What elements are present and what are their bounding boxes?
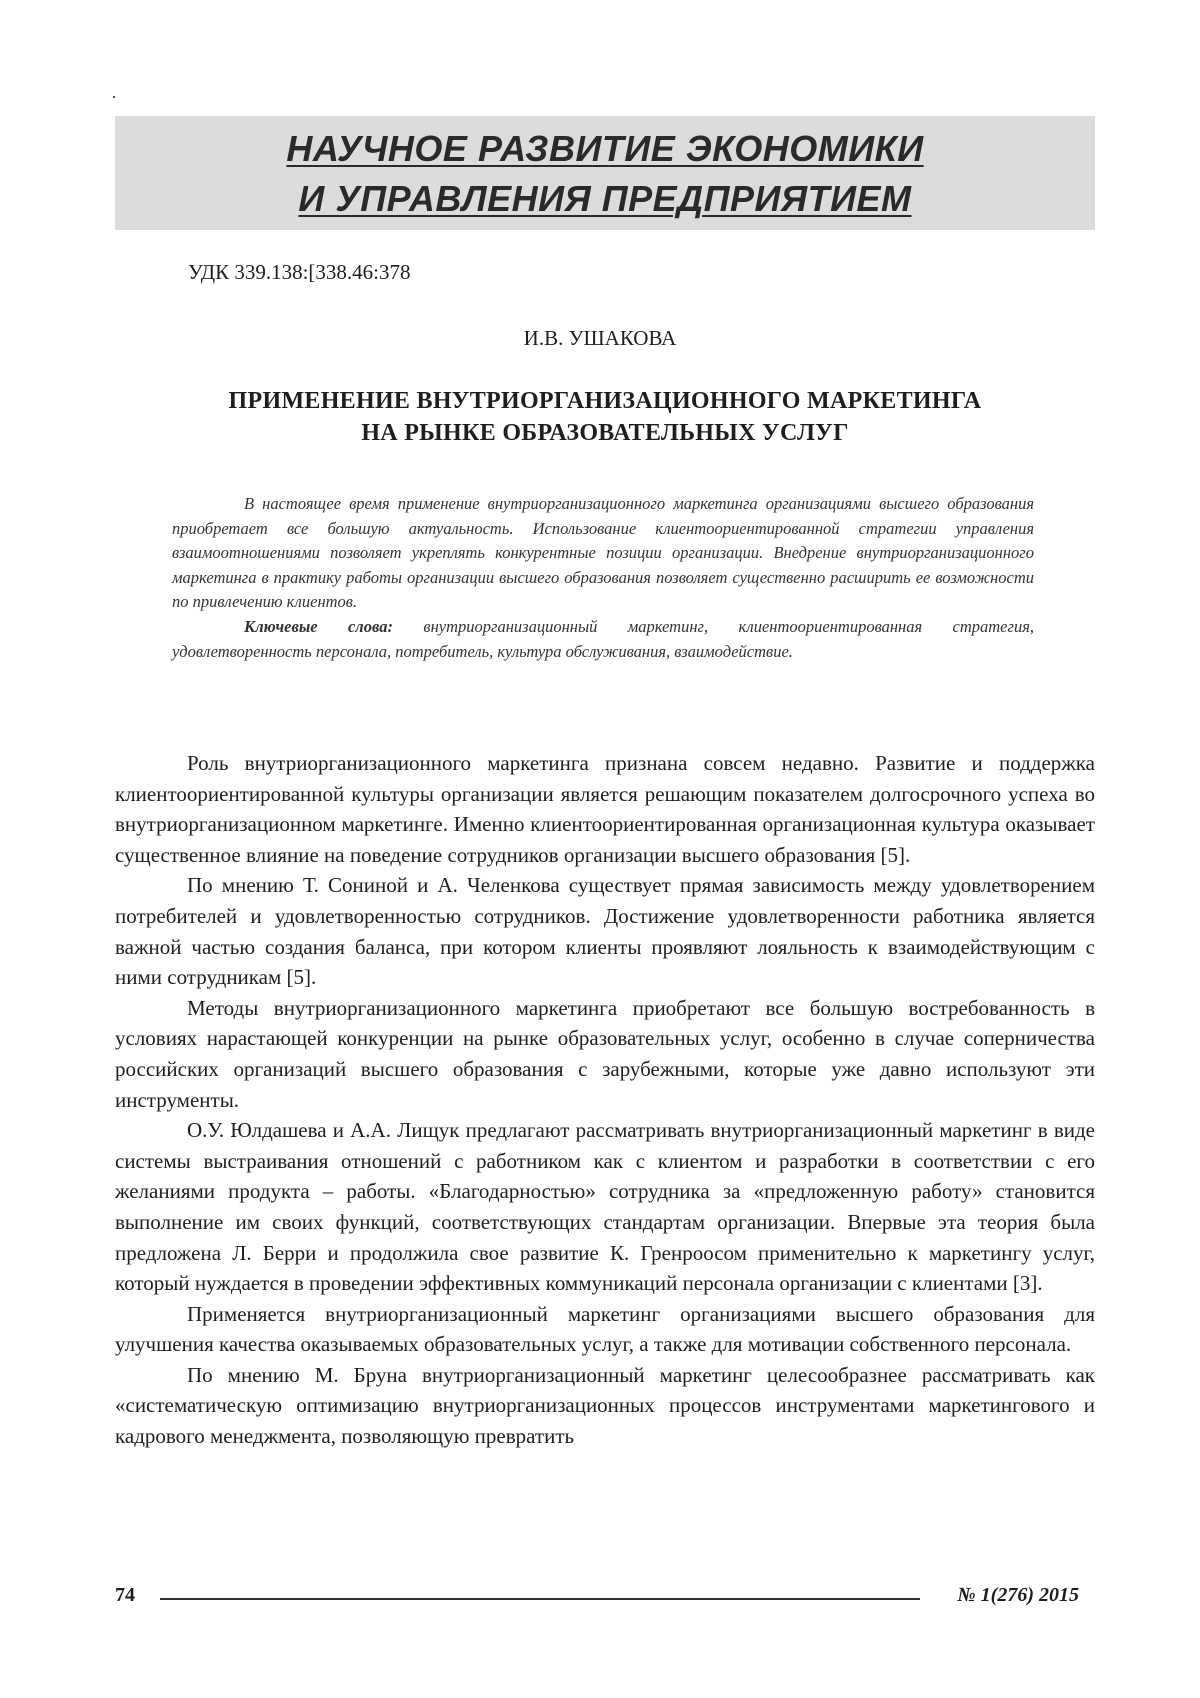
issue-number: № 1(276) 2015: [957, 1580, 1079, 1610]
page-number: 74: [115, 1580, 135, 1610]
article-title: [115, 385, 1095, 449]
journal-page: [0, 0, 1200, 1698]
body-paragraph: Роль внутриорганизационного маркетинга признана совсем недавно. Развитие и поддержка клиентоориентированной культуры организации является решающим показателем долгосрочного успеха во внутриорганизационном маркетинге. Именно клиентоориентированная организационная культура оказывает существенное влияние на поведение сотрудников организации высшего образования [5].: [115, 748, 1095, 870]
article-title-line2: НА РЫНКЕ ОБРАЗОВАТЕЛЬНЫХ УСЛУГ: [115, 417, 1095, 449]
keywords-label: Ключевые слова:: [244, 617, 393, 636]
body-paragraph: Методы внутриорганизационного маркетинга приобретают все большую востребованность в условиях нарастающей конкуренции на рынке образовательных услуг, особенно в случае соперничества российских организаций высшего образования с зарубежными, которые уже давно используют эти инструменты.: [115, 993, 1095, 1115]
page-footer: [115, 1580, 1095, 1610]
keywords: [172, 615, 1034, 664]
section-header-band: [115, 116, 1095, 230]
article-title-line1: ПРИМЕНЕНИЕ ВНУТРИОРГАНИЗАЦИОННОГО МАРКЕТИНГА: [115, 385, 1095, 417]
scan-dot: [113, 96, 115, 98]
keywords-text: внутриорганизационный маркетинг, клиентоориентированная стратегия, удовлетворенность персонала, потребитель, культура обслуживания, взаимодействие.: [172, 617, 1034, 661]
section-title-line1: НАУЧНОЕ РАЗВИТИЕ ЭКОНОМИКИ: [115, 124, 1095, 174]
udk-code: УДК 339.138:[338.46:378: [188, 258, 411, 286]
body-paragraph: По мнению М. Бруна внутриорганизационный маркетинг целесообразнее рассматривать как «систематическую оптимизацию внутриорганизационных процессов инструментами маркетингового и кадрового менеджмента, позволяющую превратить: [115, 1360, 1095, 1452]
article-body: [115, 748, 1095, 1452]
footer-rule: [160, 1598, 920, 1600]
body-paragraph: Применяется внутриорганизационный маркетинг организациями высшего образования для улучшения качества оказываемых образовательных услуг, а также для мотивации собственного персонала.: [115, 1299, 1095, 1360]
body-paragraph: О.У. Юлдашева и А.А. Лищук предлагают рассматривать внутриорганизационный маркетинг в виде системы выстраивания отношений с работником как с клиентом и разработки в соответствии с его желаниями продукта – работы. «Благодарностью» сотрудника за «предложенную работу» становится выполнение им своих функций, соответствующих стандартам организации. Впервые эта теория была предложена Л. Берри и продолжила свое развитие К. Гренроосом применительно к маркетингу услуг, который нуждается в проведении эффективных коммуникаций персонала организации с клиентами [3].: [115, 1115, 1095, 1299]
body-paragraph: По мнению Т. Сониной и А. Челенкова существует прямая зависимость между удовлетворением потребителей и удовлетворенностью сотрудников. Достижение удовлетворенности работника является важной частью создания баланса, при котором клиенты проявляют лояльность к взаимодействующим с ними сотрудникам [5].: [115, 870, 1095, 992]
article-abstract: [172, 492, 1034, 664]
article-author: И.В. УШАКОВА: [0, 324, 1200, 352]
section-title-line2: И УПРАВЛЕНИЯ ПРЕДПРИЯТИЕМ: [115, 174, 1095, 224]
abstract-text: В настоящее время применение внутриорганизационного маркетинга организациями высшего образования приобретает все большую актуальность. Использование клиентоориентированной стратегии управления взаимоотношениями позволяет укреплять конкурентные позиции организации. Внедрение внутриорганизационного маркетинга в практику работы организации высшего образования позволяет существенно расширить ее возможности по привлечению клиентов.: [172, 492, 1034, 615]
